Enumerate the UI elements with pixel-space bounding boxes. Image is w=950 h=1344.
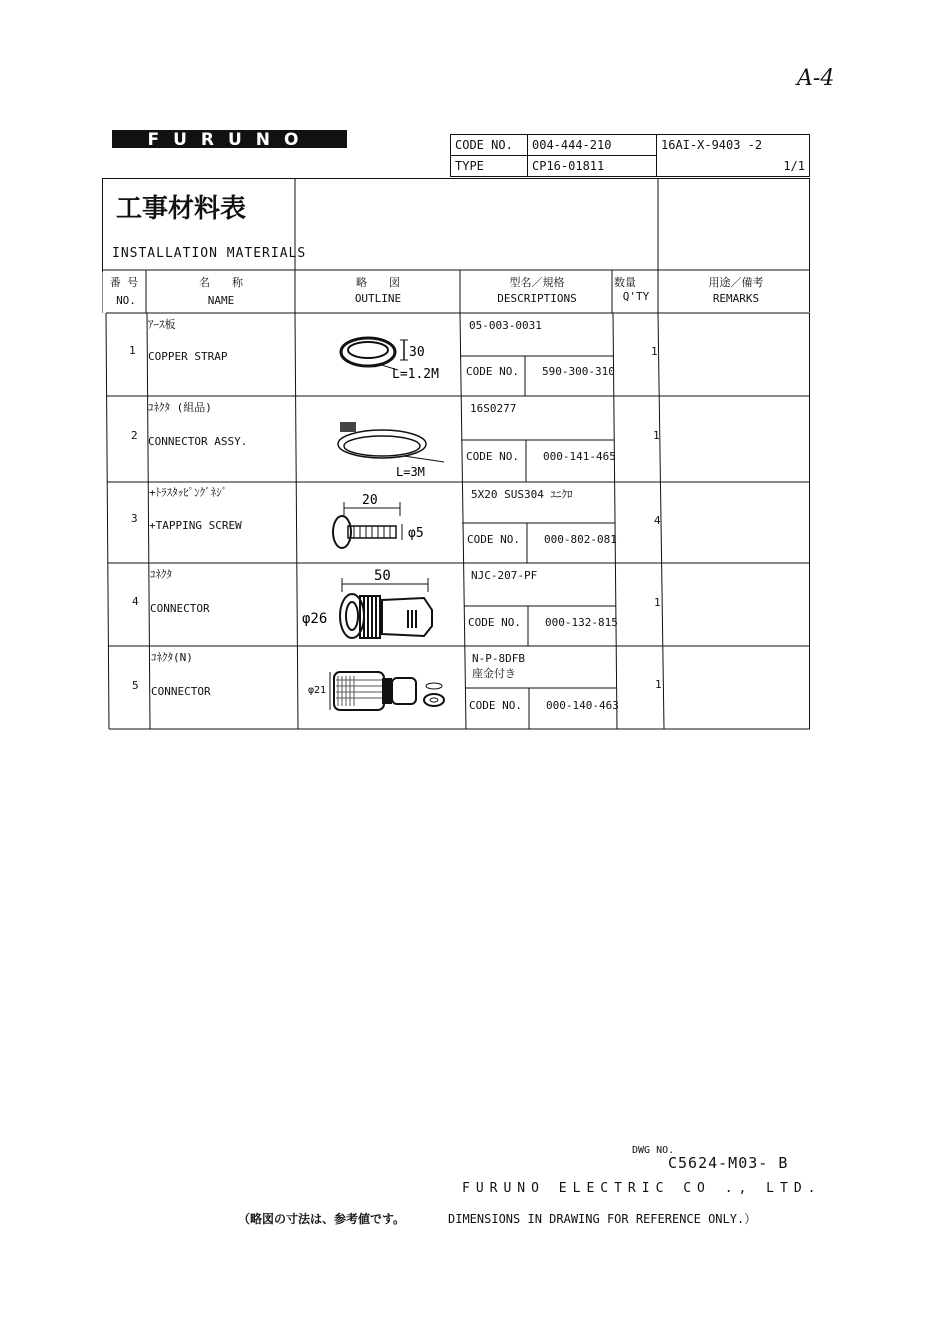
connector-njc-drawing (300, 566, 460, 646)
row3-code-value: 000-802-081 (544, 533, 617, 546)
dwg-label: DWG NO. (632, 1145, 675, 1156)
row3-code-label: CODE NO. (467, 533, 520, 546)
row3-name-jp: +ﾄﾗｽﾀｯﾋﾟﾝｸﾞﾈｼﾞ (149, 486, 228, 499)
row3-qty: 4 (654, 514, 661, 527)
col-outline-jp: 略 図 (356, 276, 400, 289)
row3-desc: 5X20 SUS304 ﾕﾆｸﾛ (471, 488, 573, 501)
row5-desc2: 座金付き (472, 667, 516, 680)
row5-name-en: CONNECTOR (151, 685, 211, 698)
row2-qty: 1 (653, 429, 660, 442)
col-desc-jp: 型名／規格 (509, 276, 565, 289)
row1-desc: 05-003-0031 (469, 319, 542, 332)
row1-code-label: CODE NO. (466, 365, 519, 378)
row1-dim2: L=1.2M (392, 367, 439, 382)
row5-code-label: CODE NO. (469, 699, 522, 712)
col-no-jp: 番 号 (109, 276, 139, 289)
materials-table (102, 178, 810, 730)
row4-dim1: 50 (374, 568, 391, 584)
furuno-logo (112, 125, 352, 159)
doc-ref: 16AI-X-9403 -2 (657, 135, 810, 156)
type-value: CP16-01811 (528, 156, 657, 177)
row3-dim2: φ5 (408, 526, 424, 541)
code-value: 004-444-210 (528, 135, 657, 156)
connector-n-drawing (306, 658, 458, 724)
row5-no: 5 (132, 679, 139, 692)
row4-name-jp: ｺﾈｸﾀ (150, 568, 172, 581)
row5-desc: N-P-8DFB (472, 652, 525, 665)
code-label: CODE NO. (451, 135, 528, 156)
row4-dim2: φ26 (302, 611, 328, 627)
col-desc-en: DESCRIPTIONS (497, 292, 577, 305)
row2-desc: 16S0277 (470, 402, 517, 415)
row2-code-value: 000-141-465 (543, 450, 616, 463)
col-qty-en: Q'TY (622, 290, 650, 303)
row3-dim1: 20 (362, 493, 378, 508)
col-remarks-en: REMARKS (712, 292, 760, 305)
note-jp: （略図の寸法は、参考値です。 (238, 1212, 406, 1226)
col-no-en: NO. (116, 294, 136, 307)
col-name-en: NAME (207, 294, 235, 307)
sheet-number: 1/1 (657, 156, 810, 177)
col-qty-jp: 数量 (614, 276, 636, 289)
dwg-number: C5624-M03- B (668, 1154, 789, 1172)
row1-name-jp: ｱｰｽ板 (148, 318, 176, 331)
row1-name-en: COPPER STRAP (148, 350, 228, 363)
title-en: INSTALLATION MATERIALS (112, 246, 307, 261)
row5-name-jp: ｺﾈｸﾀ(N) (151, 651, 193, 664)
row4-code-label: CODE NO. (468, 616, 521, 629)
logo-text: FURUNO (147, 130, 313, 150)
row4-qty: 1 (654, 596, 661, 609)
row4-name-en: CONNECTOR (150, 602, 210, 615)
header-table (450, 134, 810, 177)
page-mark: A-4 (797, 66, 835, 91)
connector-assy-drawing (334, 414, 458, 480)
row1-dim1: 30 (409, 345, 425, 360)
row3-name-en: +TAPPING SCREW (149, 519, 242, 532)
row2-name-jp: ｺﾈｸﾀ (組品) (148, 401, 212, 414)
col-remarks-jp: 用途／備考 (708, 276, 764, 289)
type-label: TYPE (451, 156, 528, 177)
tapping-screw-drawing (330, 490, 456, 560)
furuno-logo-graphic (112, 125, 352, 155)
row4-code-value: 000-132-815 (545, 616, 618, 629)
row1-code-value: 590-300-310 (542, 365, 615, 378)
row2-no: 2 (131, 429, 138, 442)
row3-no: 3 (131, 512, 138, 525)
row2-dim1: L=3M (396, 465, 425, 479)
row2-code-label: CODE NO. (466, 450, 519, 463)
title-jp: 工事材料表 (116, 194, 247, 224)
row1-no: 1 (129, 344, 136, 357)
row4-no: 4 (132, 595, 139, 608)
col-outline-en: OUTLINE (354, 292, 402, 305)
row4-desc: NJC-207-PF (471, 569, 538, 582)
row5-qty: 1 (655, 678, 662, 691)
row1-qty: 1 (651, 345, 658, 358)
col-name-jp: 名 称 (199, 276, 243, 289)
row2-name-en: CONNECTOR ASSY. (148, 435, 248, 448)
note-en: DIMENSIONS IN DRAWING FOR REFERENCE ONLY.） (448, 1212, 757, 1226)
company-name: FURUNO ELECTRIC CO ., LTD. (462, 1181, 822, 1196)
copper-strap-drawing (338, 326, 458, 386)
row5-dim1: φ21 (308, 685, 327, 696)
row5-code-value: 000-140-463 (546, 699, 619, 712)
